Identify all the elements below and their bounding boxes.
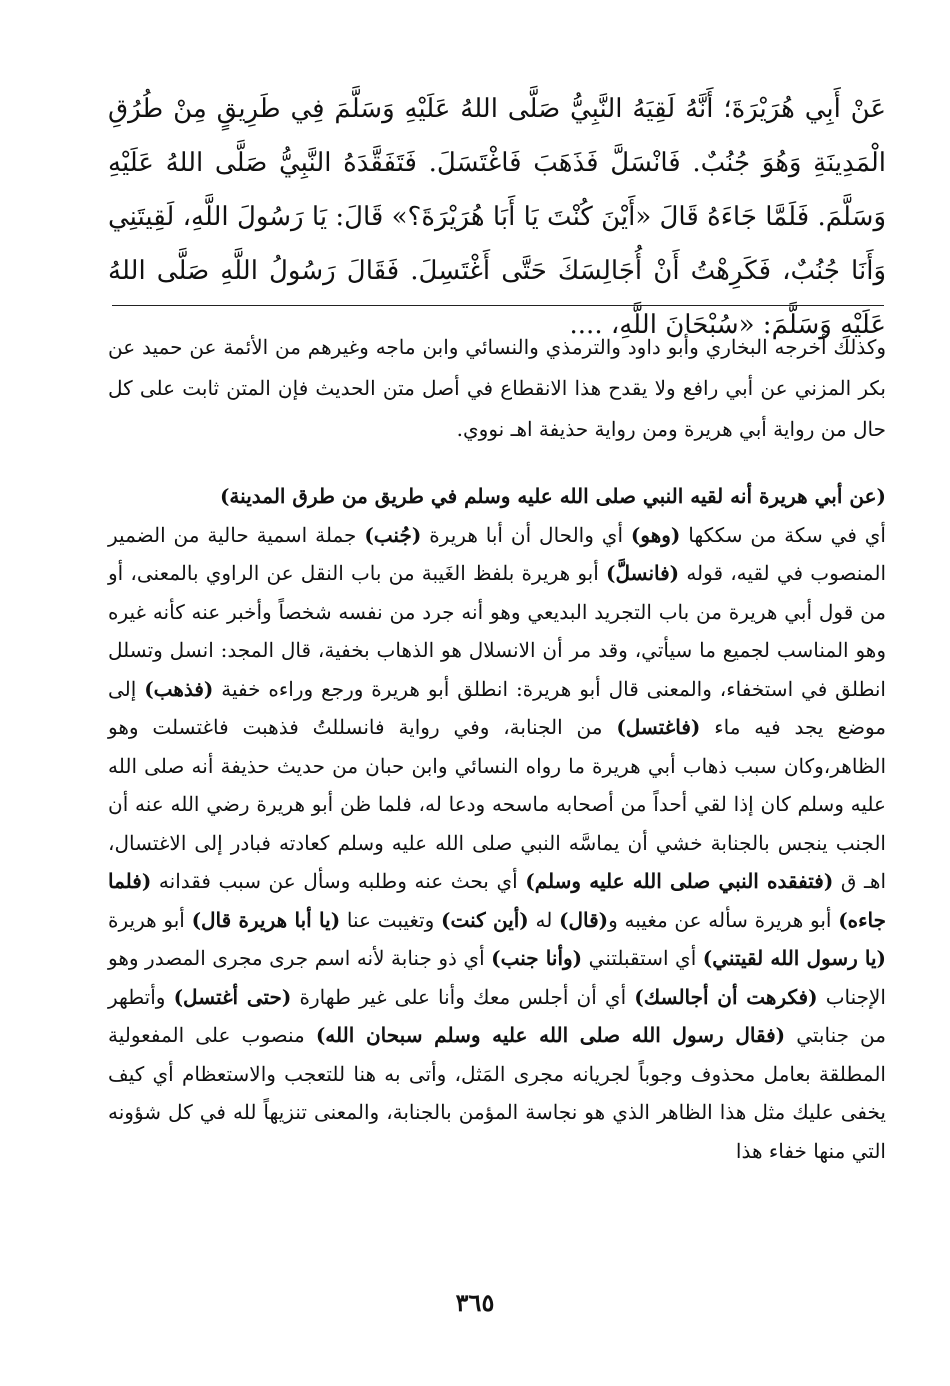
quoted-phrase: (فذهب) [144,676,214,701]
commentary-text: أي في سكة من سككها [680,522,886,547]
quoted-phrase: (قال) [559,907,609,932]
commentary-text: أي والحال أن أبا هريرة [421,522,631,547]
footnote-text: وكذلك أخرجه البخاري وأبو داود والترمذي والنسائي وابن ماجه وغيرهم من الأئمة عن حميد عن بكر المزني عن أبي رافع ولا يقدح هذا الانقطاع في أصل متن الحديث فإن المتن ثابت على كل حال من رواية أبي هريرة ومن رواية حذيفة اهـ نووي. [108,335,886,441]
footnote-divider [112,305,884,306]
commentary-heading: (عن أبي هريرة أنه لقيه النبي صلى الله عليه وسلم في طريق من طرق المدينة) [219,484,886,508]
quoted-phrase: (جُنب) [364,522,422,547]
commentary-body [108,516,886,1171]
commentary-section [108,477,886,1170]
quoted-phrase: (فانسلَّ) [606,561,680,585]
commentary-text: له [528,907,560,932]
commentary-text: أي ذو جنابة لأنه اسم جرى مجرى المصدر وهو الإجناب [108,946,886,1009]
commentary-text: أي بحث عنه وطلبه وسأل عن سبب فقدانه [151,869,526,893]
commentary-text: أي أن أجلس معك وأنا على غير طهارة [291,984,635,1009]
commentary-text: أبو هريرة [108,907,192,932]
quoted-phrase: (فاغتسل) [616,715,701,739]
commentary-text: جملة اسمية حالية من الضمير المنصوب في لقيه، قوله [108,522,887,585]
quoted-phrase: (فقال رسول الله صلى الله عليه وسلم سبحان الله) [315,1023,786,1047]
quoted-phrase: (وأنا جنب) [491,946,583,970]
hadith-text: عَنْ أَبِي هُرَيْرَةَ؛ أَنَّهُ لَقِيَهُ النَّبِيُّ صَلَّى اللهُ عَلَيْهِ وَسَلَّمَ فِي طَرِيقٍ مِنْ طُرُقِ الْمَدِينَةِ وَهُوَ جُنُبٌ. فَانْسَلَّ فَذَهَبَ فَاغْتَسَلَ. فَتَفَقَّدَهُ النَّبِيُّ صَلَّى اللهُ عَلَيْهِ وَسَلَّمَ. فَلَمَّا جَاءَهُ قَالَ «أَيْنَ كُنْتَ يَا أَبَا هُرَيْرَةَ؟» قَالَ: يَا رَسُولَ اللَّهِ، لَقِيتَنِي وَأَنَا جُنُبٌ، فَكَرِهْتُ أَنْ أُجَالِسَكَ حَتَّى أَغْتَسِلَ. فَقَالَ رَسُولُ اللَّهِ صَلَّى اللهُ عَلَيْهِ وَسَلَّمَ: «سُبْحَانَ اللَّهِ، .... [108,94,886,340]
quoted-phrase: (حتى أغتسل) [173,984,292,1009]
commentary-text: من الجنابة، وفي رواية فانسللتُ فذهبت فاغتسلت وهو الظاهر،وكان سبب ذهاب أبي هريرة ما رواه النسائي وابن حبان من حديث حذيفة أنه صلى الله عليه وسلم كان إذا لقي أحداً من أصحابه ماسحه ودعا له، فلما ظن أبو هريرة رضي الله عنه أن الجنب ينجس بالجنابة خشي أن يماسَّه النبي صلى الله عليه وسلم كعادته فبادر إلى الاغتسال، اهـ ق [108,715,886,893]
quoted-phrase: (فكرهت أن أجالسك) [634,984,818,1009]
quoted-phrase: (يا أبا هريرة قال) [191,907,341,932]
commentary-text: إلى موضع يجد فيه ماء [108,676,886,739]
commentary-text: وأتطهر من جنابتي [108,984,886,1047]
commentary-text: منصوب على المفعولية المطلقة بعامل محذوف وجوباً لجريانه مجرى المَثل، وأتى به هنا للتعجب والاستعظام أي كيف يخفى عليك مثل هذا الظاهر الذي هو نجاسة المؤمن بالجنابة، والمعنى تنزيهاً لله في كل شؤونه التي منها خفاء هذا [108,1023,886,1163]
commentary-text: وتغيبت عنا [340,907,441,932]
quoted-phrase: (فتفقده النبي صلى الله عليه وسلم) [525,869,834,893]
quoted-phrase: (أين كنت) [440,907,529,932]
quoted-phrase: (وهو) [630,522,681,547]
commentary-text: أي استقبلتني [582,946,703,970]
quoted-phrase: (يا رسول الله لقيتني) [702,946,886,970]
commentary-text: أبو هريرة بلفظ الغَيبة من باب النقل عن الراوي بالمعنى، أو من قول أبي هريرة من باب التجريد البديعي وهو أنه جرد من نفسه شخصاً وأخبر عنه كأنه غيره وهو المناسب لجميع ما سيأتي، وقد مر أن الانسلال هو الذهاب بخفية، قال المجد: انسل وتسلل انطلق في استخفاء، والمعنى قال أبو هريرة: انطلق أبو هريرة ورجع وراءه خفية [108,561,887,701]
page-number: ٣٦٥ [455,1288,495,1317]
commentary-text: أبو هريرة سأله عن مغيبه و [608,907,839,932]
quoted-phrase: (فلما جاءه) [108,869,887,932]
